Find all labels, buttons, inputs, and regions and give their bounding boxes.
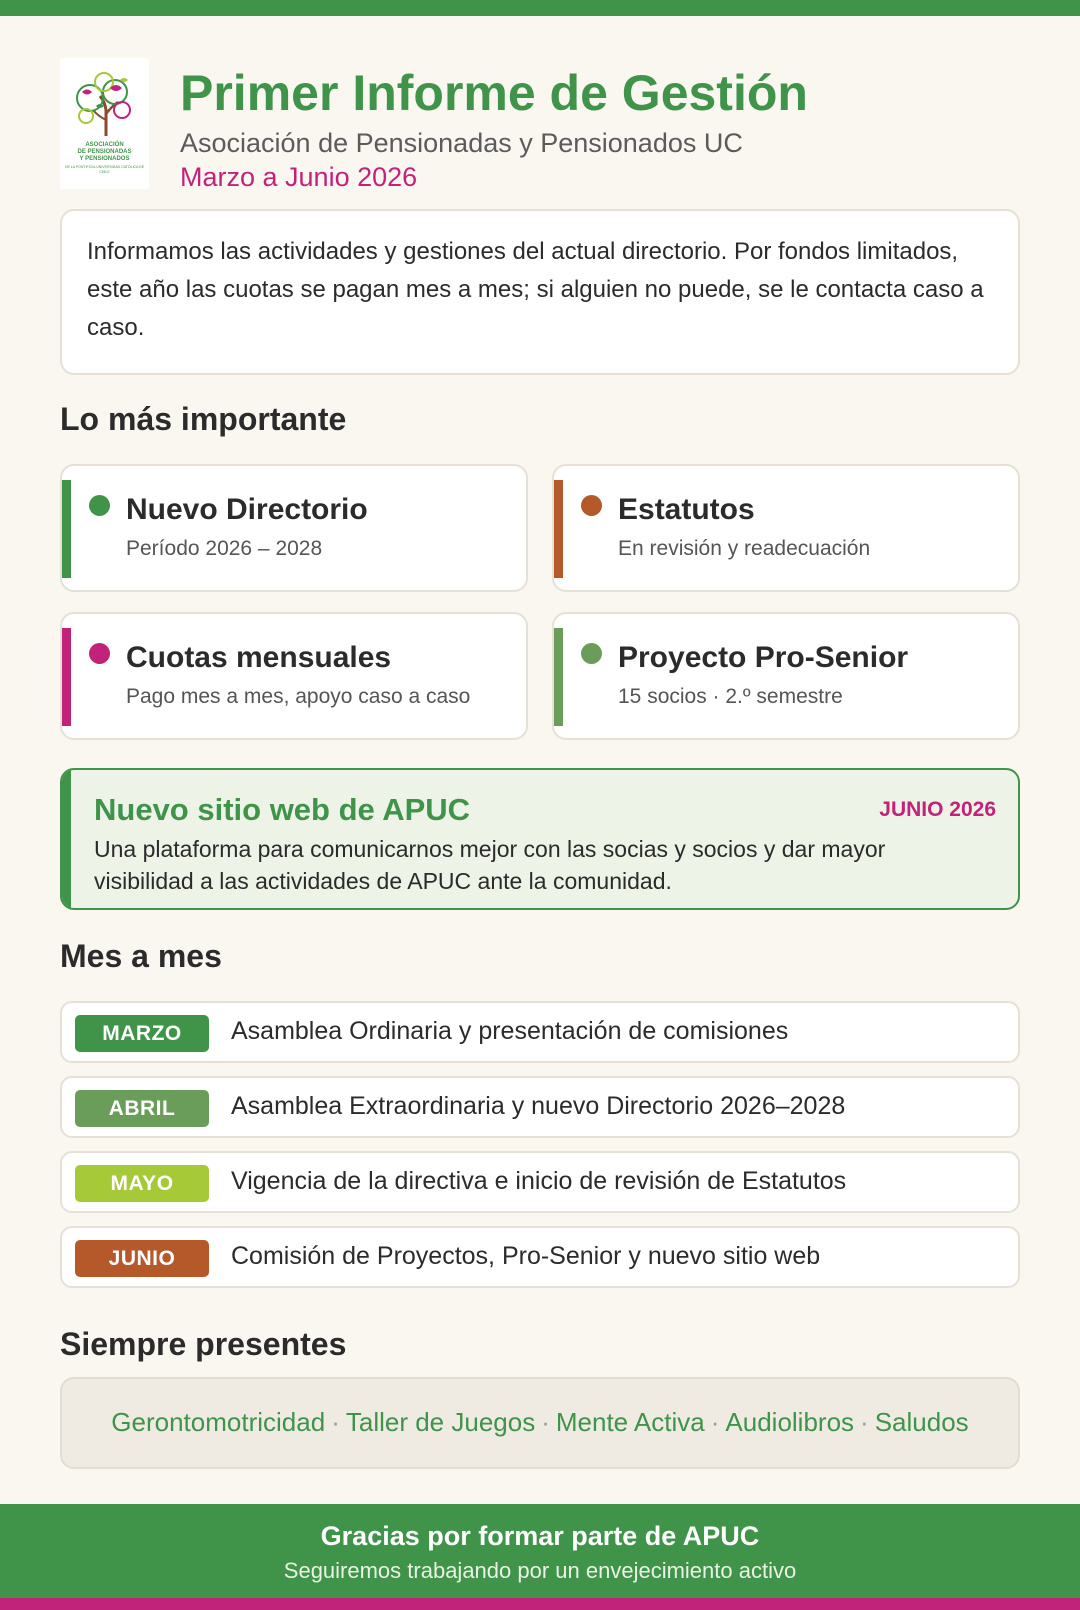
timeline-row-junio xyxy=(60,1226,1020,1288)
activity-item: Audiolibros xyxy=(725,1407,855,1437)
logo-text-small: DE LA PONTIFICIA UNIVERSIDAD CATÓLICA DE CHILE xyxy=(64,165,145,174)
bullet-dot-icon xyxy=(581,643,602,664)
card-stripe xyxy=(554,480,563,578)
highlight-card-estatutos xyxy=(552,464,1020,592)
month-text: Vigencia de la directiva e inicio de revisión de Estatutos xyxy=(231,1167,847,1195)
report-period: Marzo a Junio 2026 xyxy=(180,162,418,192)
announcement-date: JUNIO 2026 xyxy=(879,798,996,821)
activity-item: Gerontomotricidad xyxy=(111,1407,326,1437)
footer-title: Gracias por formar parte de APUC xyxy=(320,1521,760,1551)
card-title: Estatutos xyxy=(618,493,755,526)
month-text: Asamblea Extraordinaria y nuevo Directorio 2026–2028 xyxy=(231,1092,846,1120)
card-title: Cuotas mensuales xyxy=(126,641,392,674)
activity-item: Saludos xyxy=(874,1407,969,1437)
footer xyxy=(0,1504,1080,1598)
highlight-card-directorio xyxy=(60,464,528,592)
page-subtitle: Asociación de Pensionadas y Pensionados UC xyxy=(180,128,743,158)
intro-box: Informamos las actividades y gestiones del actual directorio. Por fondos limitados, este año las cuotas se pagan mes a mes; si alguien no puede, se le contacta caso a caso. xyxy=(60,209,1020,375)
card-stripe xyxy=(62,628,71,726)
logo-text-line2: DE PENSIONADAS xyxy=(77,149,132,155)
highlights-heading: Lo más importante xyxy=(60,401,347,437)
report-header xyxy=(60,58,1020,190)
tree-logo-icon xyxy=(60,58,149,142)
activity-separator: · xyxy=(710,1407,720,1437)
card-stripe xyxy=(554,628,563,726)
announcement-title: Nuevo sitio web de APUC xyxy=(94,792,471,827)
activity-separator: · xyxy=(541,1407,550,1437)
footer-subtitle: Seguiremos trabajando por un envejecimiento activo xyxy=(283,1558,797,1583)
card-subtitle: En revisión y readecuación xyxy=(618,537,871,560)
logo-text-line1: ASOCIACIÓN xyxy=(85,142,124,148)
card-subtitle: 15 socios · 2.º semestre xyxy=(618,685,843,708)
month-badge: MAYO xyxy=(75,1165,209,1202)
month-text: Asamblea Ordinaria y presentación de comisiones xyxy=(231,1017,789,1045)
page-title: Primer Informe de Gestión xyxy=(180,65,808,121)
website-announcement xyxy=(60,768,1020,910)
card-subtitle: Período 2026 – 2028 xyxy=(126,537,323,560)
month-badge: ABRIL xyxy=(75,1090,209,1127)
activities-heading: Siempre presentes xyxy=(60,1326,347,1362)
bottom-accent-bar xyxy=(0,1598,1080,1610)
month-badge: MARZO xyxy=(75,1015,209,1052)
apuc-logo xyxy=(60,58,149,189)
activity-item: Mente Activa xyxy=(555,1407,705,1437)
card-title: Nuevo Directorio xyxy=(126,493,368,526)
timeline-row-marzo xyxy=(60,1001,1020,1063)
bullet-dot-icon xyxy=(89,643,110,664)
activities-box xyxy=(60,1377,1020,1469)
timeline-row-mayo xyxy=(60,1151,1020,1213)
card-title: Proyecto Pro-Senior xyxy=(618,641,909,674)
announcement-stripe xyxy=(62,770,71,908)
bullet-dot-icon xyxy=(89,495,110,516)
timeline-heading: Mes a mes xyxy=(60,938,222,974)
card-stripe xyxy=(62,480,71,578)
activity-separator: · xyxy=(331,1407,340,1437)
activity-item: Taller de Juegos xyxy=(345,1407,536,1437)
top-accent-bar xyxy=(0,0,1080,16)
highlight-card-cuotas xyxy=(60,612,528,740)
announcement-text: Una plataforma para comunicarnos mejor con las socias y socios y dar mayor visibilidad a las actividades de APUC ante la comunidad. xyxy=(94,836,886,894)
bullet-dot-icon xyxy=(581,495,602,516)
logo-text-line3: Y PENSIONADOS xyxy=(79,156,130,162)
timeline-row-abril xyxy=(60,1076,1020,1138)
month-text: Comisión de Proyectos, Pro-Senior y nuevo sitio web xyxy=(231,1242,821,1270)
highlight-card-prosenior xyxy=(552,612,1020,740)
month-badge: JUNIO xyxy=(75,1240,209,1277)
activity-separator: · xyxy=(860,1407,869,1437)
card-subtitle: Pago mes a mes, apoyo caso a caso xyxy=(126,685,471,708)
